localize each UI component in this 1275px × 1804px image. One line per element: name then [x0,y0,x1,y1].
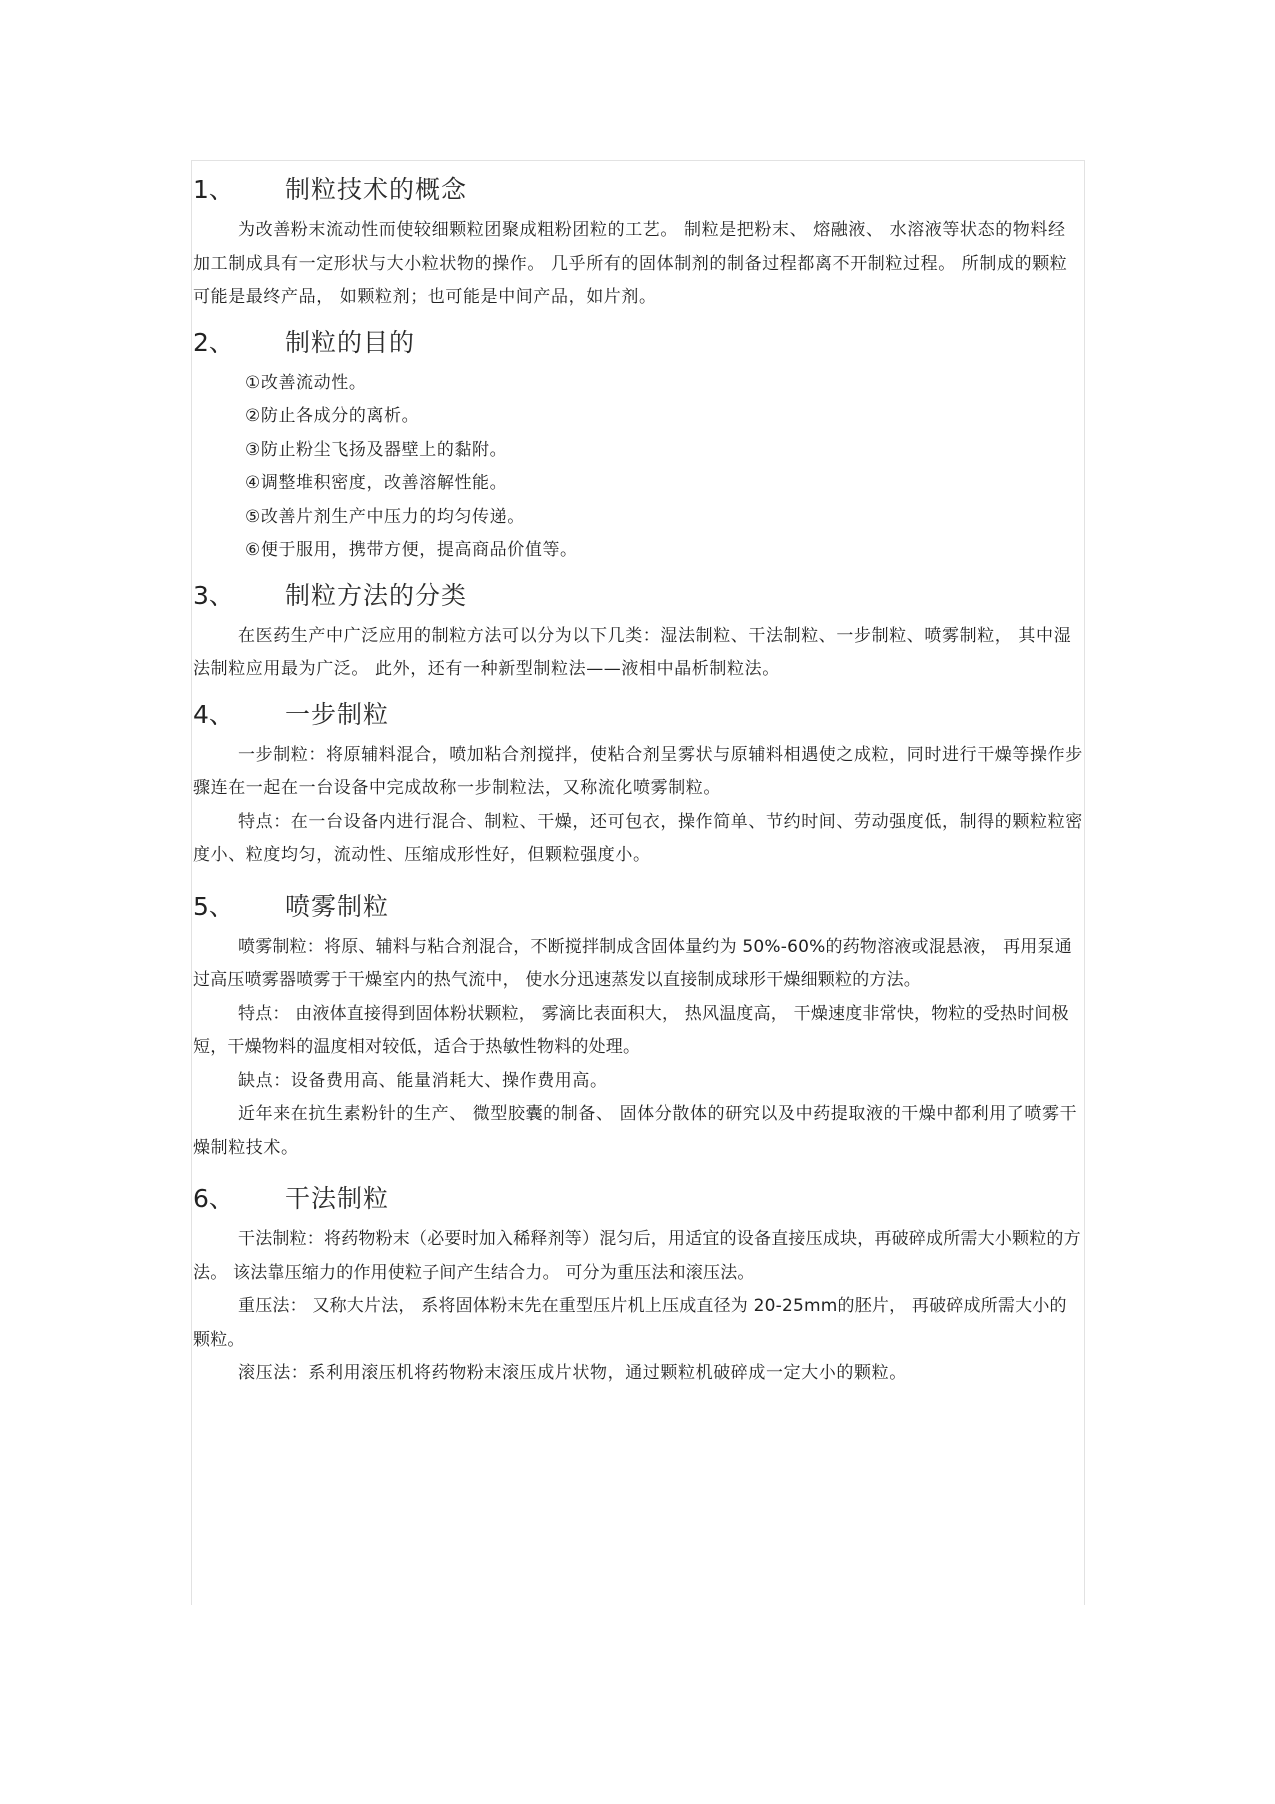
paragraph: 滚压法：系利用滚压机将药物粉末滚压成片状物，通过颗粒机破碎成一定大小的颗粒。 [238,1363,907,1383]
section-title: 喷雾制粒 [285,891,390,921]
section-title: 干法制粒 [285,1184,390,1213]
section-classification [193,576,1083,687]
paragraph: 缺点：设备费用高、能量消耗大、操作费用高。 [238,1070,608,1091]
section-concept [193,170,1083,315]
section-number: 2、 [193,327,234,357]
paragraph: 特点：在一台设备内进行混合、制粒、干燥，还可包衣，操作简单、节约时间、劳动强度低，制得的颗粒粒密度小、粒度均匀，流动性、压缩成形性好，但颗粒强度小。 [193,811,1083,865]
paragraph: 近年来在抗生素粉针的生产、 微型胶囊的制备、 固体分散体的研究以及中药提取液的干燥中都利用了喷雾干燥制粒技术。 [193,1104,1078,1158]
paragraph: 为改善粉末流动性而使较细颗粒团聚成粗粉团粒的工艺。 制粒是把粉末、 熔融液、 水溶液等状态的物料经加工制成具有一定形状与大小粒状物的操作。 几乎所有的固体制剂的制备过程都离不开制粒过程。 所制成的颗粒可能是最终产品， 如颗粒剂；也可能是中间产品，如片剂。 [193,220,1068,307]
section-heading [193,576,1083,620]
section-title: 一步制粒 [285,699,390,729]
section-title: 制粒技术的概念 [285,175,468,204]
section-number: 4、 [193,699,234,729]
list-item: ⑥便于服用，携带方便，提高商品价值等。 [245,540,578,560]
paragraph: 在医药生产中广泛应用的制粒方法可以分为以下几类：湿法制粒、干法制粒、一步制粒、喷雾制粒， 其中湿法制粒应用最为广泛。 此外，还有一种新型制粒法——液相中晶析制粒法。 [193,625,1072,679]
paragraph: 特点： 由液体直接得到固体粉状颗粒， 雾滴比表面积大， 热风温度高， 干燥速度非常快，物粒的受热时间极短，干燥物料的温度相对较低，适合于热敏性物料的处理。 [193,1003,1069,1057]
list-item: ④调整堆积密度，改善溶解性能。 [245,473,508,493]
section-number: 5、 [193,891,234,921]
paragraph: 一步制粒：将原辅料混合，喷加粘合剂搅拌，使粘合剂呈雾状与原辅料相遇使之成粒，同时进行干燥等操作步骤连在一起在一台设备中完成故称一步制粒法，又称流化喷雾制粒。 [193,744,1083,798]
section-dry [193,1179,1083,1391]
document-body [193,170,1083,1391]
section-title: 制粒方法的分类 [285,580,468,610]
section-number: 6、 [193,1184,234,1213]
paragraph: 干法制粒：将药物粉末（必要时加入稀释剂等）混匀后，用适宜的设备直接压成块，再破碎成所需大小颗粒的方法。 该法靠压缩力的作用使粒子间产生结合力。 可分为重压法和滚压法。 [193,1229,1081,1283]
section-heading [193,1179,1083,1223]
section-title: 制粒的目的 [285,327,416,357]
section-one-step [193,695,1083,873]
section-purpose [193,323,1083,568]
list-item: ②防止各成分的离析。 [245,406,420,426]
list-item: ①改善流动性。 [245,372,367,393]
section-heading [193,323,1083,367]
section-number: 3、 [193,580,234,610]
section-heading [193,887,1083,931]
paragraph: 重压法： 又称大片法， 系将固体粉末先在重型压片机上压成直径为 20-25mm的胚片， 再破碎成所需大小的颗粒。 [193,1296,1067,1350]
section-spray [193,887,1083,1166]
paragraph: 喷雾制粒：将原、辅料与粘合剂混合，不断搅拌制成含固体量约为 50%-60%的药物溶液或混悬液， 再用泵通过高压喷雾器喷雾于干燥室内的热气流中， 使水分迅速蒸发以直接制成球形干燥细颗粒的方法。 [193,936,1072,990]
section-heading [193,695,1083,739]
list-item: ⑤改善片剂生产中压力的均匀传递。 [245,506,525,527]
section-heading [193,170,1083,214]
section-number: 1、 [193,175,234,204]
list-item: ③防止粉尘飞扬及器壁上的黏附。 [245,439,508,460]
